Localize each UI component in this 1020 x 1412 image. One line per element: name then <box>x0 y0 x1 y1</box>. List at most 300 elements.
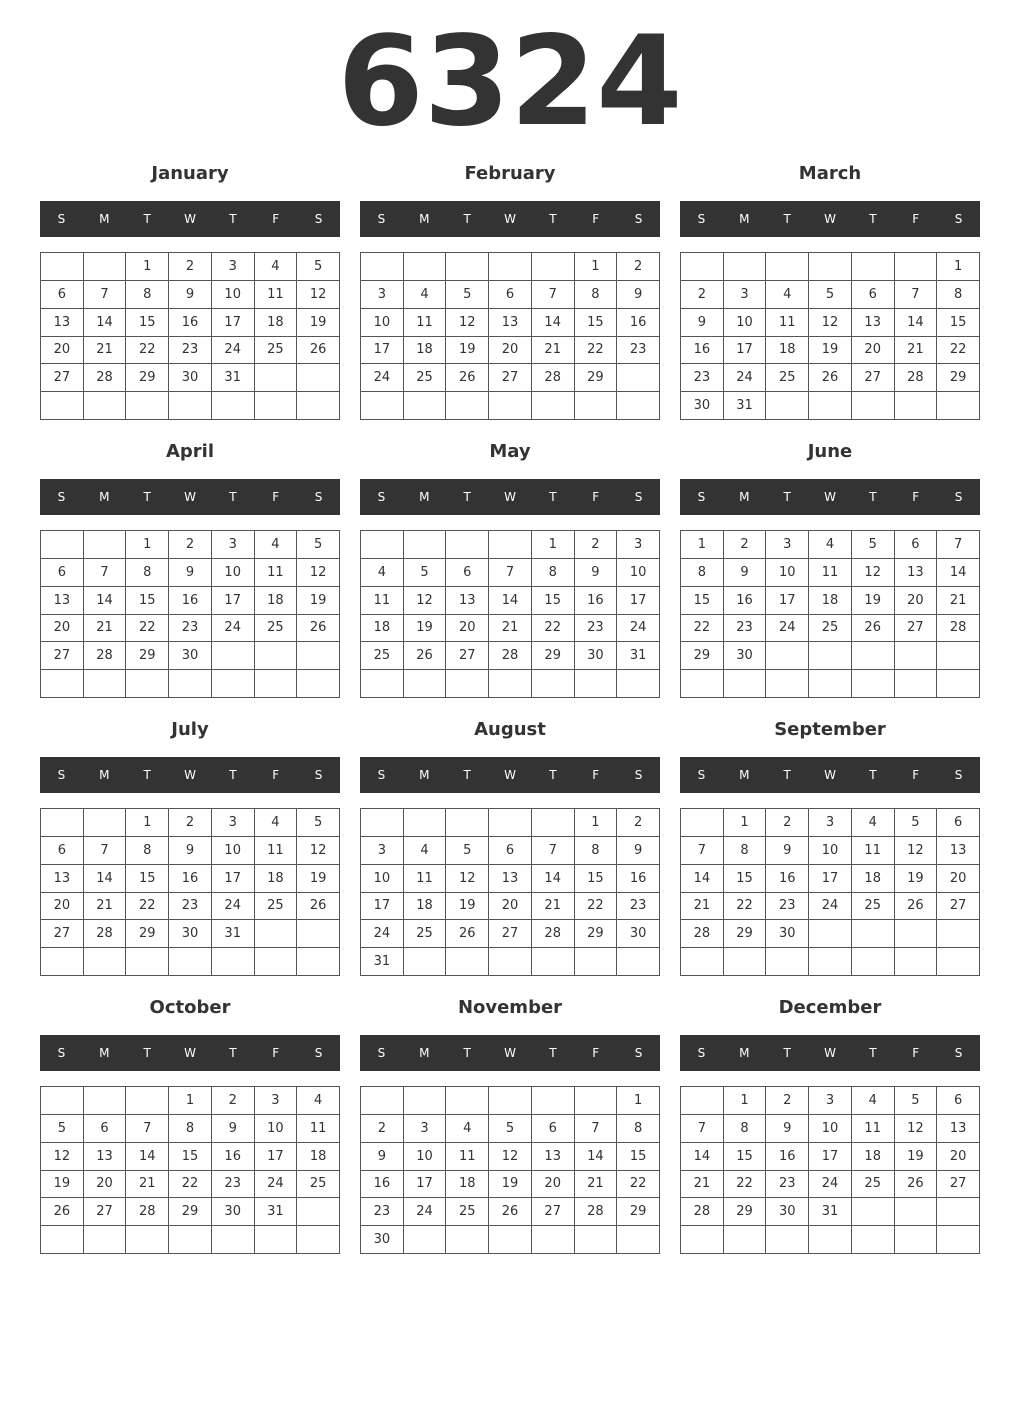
weekday-label: T <box>783 212 791 226</box>
empty-cell <box>681 670 724 698</box>
day-cell: 21 <box>126 1171 169 1199</box>
day-cell: 21 <box>84 893 127 921</box>
empty-cell <box>532 392 575 420</box>
empty-cell <box>84 1226 127 1254</box>
day-cell: 17 <box>809 865 852 893</box>
day-cell: 26 <box>446 920 489 948</box>
day-cell: 12 <box>297 559 340 587</box>
weekday-label: S <box>954 212 963 226</box>
day-cell: 22 <box>169 1171 212 1199</box>
empty-cell <box>937 670 980 698</box>
empty-cell <box>255 670 298 698</box>
day-cell: 2 <box>724 531 767 559</box>
day-cell: 18 <box>809 587 852 615</box>
weekday-label: T <box>229 768 237 782</box>
day-cell: 15 <box>169 1143 212 1171</box>
day-cell: 20 <box>937 1143 980 1171</box>
weekday-label: W <box>184 212 196 226</box>
empty-cell <box>937 392 980 420</box>
day-cell: 8 <box>532 559 575 587</box>
empty-cell <box>361 392 404 420</box>
day-cell: 22 <box>681 615 724 643</box>
empty-cell <box>404 1226 447 1254</box>
day-cell: 4 <box>255 809 298 837</box>
month-name: January <box>151 163 229 184</box>
empty-cell <box>681 1226 724 1254</box>
empty-cell <box>489 253 532 281</box>
weekday-header <box>40 479 340 515</box>
day-grid <box>680 808 980 976</box>
day-cell: 6 <box>41 281 84 309</box>
empty-cell <box>84 253 127 281</box>
day-cell: 20 <box>41 615 84 643</box>
empty-cell <box>255 392 298 420</box>
day-cell: 2 <box>169 531 212 559</box>
day-cell: 22 <box>724 893 767 921</box>
day-cell: 20 <box>489 337 532 365</box>
day-cell: 25 <box>255 615 298 643</box>
day-cell: 21 <box>489 615 532 643</box>
day-cell: 17 <box>404 1171 447 1199</box>
day-cell: 12 <box>895 1115 938 1143</box>
weekday-label: S <box>954 490 963 504</box>
day-cell: 4 <box>766 281 809 309</box>
day-cell: 15 <box>681 587 724 615</box>
empty-cell <box>169 948 212 976</box>
day-cell: 3 <box>809 1087 852 1115</box>
day-cell: 30 <box>617 920 660 948</box>
day-cell: 5 <box>446 281 489 309</box>
day-cell: 4 <box>404 837 447 865</box>
day-cell: 6 <box>489 281 532 309</box>
day-cell: 19 <box>446 337 489 365</box>
weekday-label: T <box>143 212 151 226</box>
day-cell: 26 <box>41 1198 84 1226</box>
day-cell: 27 <box>41 364 84 392</box>
day-cell: 19 <box>895 1143 938 1171</box>
day-cell: 6 <box>446 559 489 587</box>
empty-cell <box>446 1226 489 1254</box>
empty-cell <box>852 253 895 281</box>
weekday-label: T <box>783 490 791 504</box>
day-cell: 28 <box>937 615 980 643</box>
day-cell: 30 <box>724 642 767 670</box>
weekday-label: S <box>377 1046 386 1060</box>
empty-cell <box>212 392 255 420</box>
day-cell: 3 <box>212 531 255 559</box>
day-cell: 3 <box>255 1087 298 1115</box>
day-cell: 18 <box>255 865 298 893</box>
empty-cell <box>41 809 84 837</box>
empty-cell <box>255 1226 298 1254</box>
day-cell: 13 <box>852 309 895 337</box>
day-cell: 13 <box>446 587 489 615</box>
month-name: July <box>171 719 209 740</box>
empty-cell <box>41 948 84 976</box>
day-cell: 15 <box>724 1143 767 1171</box>
day-cell: 1 <box>532 531 575 559</box>
day-cell: 29 <box>126 364 169 392</box>
empty-cell <box>41 392 84 420</box>
day-cell: 22 <box>532 615 575 643</box>
day-cell: 5 <box>489 1115 532 1143</box>
day-cell: 21 <box>532 337 575 365</box>
day-cell: 2 <box>169 809 212 837</box>
day-cell: 24 <box>212 337 255 365</box>
weekday-label: T <box>229 212 237 226</box>
day-grid <box>360 808 660 976</box>
weekday-label: T <box>869 1046 877 1060</box>
day-cell: 20 <box>41 893 84 921</box>
day-cell: 30 <box>361 1226 404 1254</box>
day-cell: 4 <box>255 531 298 559</box>
day-cell: 25 <box>297 1171 340 1199</box>
day-grid <box>40 252 340 420</box>
day-cell: 25 <box>809 615 852 643</box>
empty-cell <box>84 948 127 976</box>
empty-cell <box>212 1226 255 1254</box>
empty-cell <box>361 809 404 837</box>
day-cell: 12 <box>404 587 447 615</box>
empty-cell <box>84 531 127 559</box>
day-cell: 6 <box>937 809 980 837</box>
empty-cell <box>404 948 447 976</box>
weekday-label: T <box>229 490 237 504</box>
weekday-label: W <box>504 490 516 504</box>
empty-cell <box>361 1087 404 1115</box>
empty-cell <box>809 1226 852 1254</box>
day-cell: 28 <box>532 920 575 948</box>
day-cell: 22 <box>126 615 169 643</box>
weekday-label: S <box>377 212 386 226</box>
day-cell: 15 <box>126 309 169 337</box>
day-cell: 26 <box>297 337 340 365</box>
empty-cell <box>766 253 809 281</box>
day-cell: 19 <box>297 587 340 615</box>
weekday-label: S <box>57 490 66 504</box>
day-cell: 19 <box>895 865 938 893</box>
day-cell: 3 <box>617 531 660 559</box>
day-cell: 9 <box>724 559 767 587</box>
day-cell: 8 <box>724 837 767 865</box>
day-cell: 23 <box>766 893 809 921</box>
day-cell: 7 <box>84 281 127 309</box>
day-cell: 16 <box>361 1171 404 1199</box>
day-cell: 29 <box>937 364 980 392</box>
month-name: June <box>807 441 853 462</box>
weekday-label: T <box>869 490 877 504</box>
day-cell: 30 <box>169 920 212 948</box>
weekday-label: W <box>824 212 836 226</box>
day-cell: 26 <box>809 364 852 392</box>
day-cell: 10 <box>766 559 809 587</box>
day-cell: 8 <box>575 281 618 309</box>
day-cell: 5 <box>297 253 340 281</box>
empty-cell <box>361 670 404 698</box>
weekday-label: T <box>229 1046 237 1060</box>
empty-cell <box>446 1087 489 1115</box>
empty-cell <box>617 392 660 420</box>
weekday-label: M <box>739 768 750 782</box>
day-cell: 16 <box>212 1143 255 1171</box>
empty-cell <box>84 1087 127 1115</box>
empty-cell <box>212 642 255 670</box>
day-cell: 26 <box>297 893 340 921</box>
day-cell: 12 <box>297 837 340 865</box>
empty-cell <box>681 1087 724 1115</box>
empty-cell <box>169 1226 212 1254</box>
day-cell: 2 <box>361 1115 404 1143</box>
empty-cell <box>255 364 298 392</box>
day-cell: 6 <box>937 1087 980 1115</box>
day-cell: 1 <box>681 531 724 559</box>
day-cell: 23 <box>617 337 660 365</box>
weekday-label: F <box>592 768 600 782</box>
day-cell: 27 <box>852 364 895 392</box>
day-cell: 27 <box>84 1198 127 1226</box>
day-cell: 15 <box>937 309 980 337</box>
empty-cell <box>532 1087 575 1115</box>
month-name: May <box>489 441 531 462</box>
day-cell: 11 <box>255 281 298 309</box>
weekday-label: T <box>549 768 557 782</box>
empty-cell <box>404 253 447 281</box>
day-cell: 24 <box>617 615 660 643</box>
day-cell: 27 <box>532 1198 575 1226</box>
day-cell: 25 <box>255 337 298 365</box>
empty-cell <box>446 392 489 420</box>
day-cell: 28 <box>681 1198 724 1226</box>
day-cell: 24 <box>361 364 404 392</box>
day-cell: 7 <box>937 531 980 559</box>
empty-cell <box>297 392 340 420</box>
day-cell: 13 <box>895 559 938 587</box>
day-cell: 24 <box>404 1198 447 1226</box>
day-cell: 3 <box>212 809 255 837</box>
day-cell: 9 <box>169 559 212 587</box>
weekday-label: M <box>739 212 750 226</box>
day-cell: 27 <box>446 642 489 670</box>
day-cell: 21 <box>937 587 980 615</box>
day-cell: 9 <box>169 281 212 309</box>
day-cell: 31 <box>212 920 255 948</box>
day-cell: 31 <box>724 392 767 420</box>
weekday-label: T <box>783 768 791 782</box>
weekday-label: M <box>419 490 430 504</box>
day-cell: 6 <box>852 281 895 309</box>
empty-cell <box>446 948 489 976</box>
day-cell: 11 <box>809 559 852 587</box>
day-cell: 8 <box>617 1115 660 1143</box>
weekday-label: F <box>592 212 600 226</box>
day-cell: 23 <box>575 615 618 643</box>
day-cell: 3 <box>809 809 852 837</box>
day-cell: 21 <box>575 1171 618 1199</box>
day-cell: 13 <box>937 837 980 865</box>
empty-cell <box>489 392 532 420</box>
empty-cell <box>532 670 575 698</box>
day-cell: 15 <box>724 865 767 893</box>
day-cell: 8 <box>681 559 724 587</box>
empty-cell <box>446 253 489 281</box>
weekday-label: T <box>463 768 471 782</box>
day-cell: 6 <box>41 837 84 865</box>
empty-cell <box>575 948 618 976</box>
day-cell: 1 <box>937 253 980 281</box>
weekday-header <box>360 479 660 515</box>
weekday-label: S <box>314 768 323 782</box>
day-cell: 3 <box>361 837 404 865</box>
weekday-label: T <box>143 490 151 504</box>
day-cell: 12 <box>489 1143 532 1171</box>
day-cell: 26 <box>297 615 340 643</box>
day-cell: 23 <box>681 364 724 392</box>
empty-cell <box>532 1226 575 1254</box>
day-cell: 10 <box>361 309 404 337</box>
empty-cell <box>297 670 340 698</box>
day-cell: 2 <box>575 531 618 559</box>
day-cell: 19 <box>809 337 852 365</box>
day-cell: 10 <box>404 1143 447 1171</box>
weekday-label: F <box>592 1046 600 1060</box>
weekday-header <box>680 757 980 793</box>
day-cell: 2 <box>212 1087 255 1115</box>
day-cell: 5 <box>41 1115 84 1143</box>
day-grid <box>680 252 980 420</box>
day-cell: 4 <box>361 559 404 587</box>
day-cell: 6 <box>84 1115 127 1143</box>
day-cell: 2 <box>681 281 724 309</box>
day-cell: 27 <box>895 615 938 643</box>
day-cell: 27 <box>489 920 532 948</box>
day-cell: 21 <box>84 615 127 643</box>
empty-cell <box>895 392 938 420</box>
day-cell: 15 <box>617 1143 660 1171</box>
day-cell: 30 <box>169 364 212 392</box>
day-cell: 4 <box>404 281 447 309</box>
day-cell: 7 <box>532 281 575 309</box>
weekday-label: T <box>783 1046 791 1060</box>
day-cell: 31 <box>617 642 660 670</box>
day-cell: 30 <box>681 392 724 420</box>
empty-cell <box>852 1226 895 1254</box>
day-cell: 13 <box>489 309 532 337</box>
day-cell: 24 <box>724 364 767 392</box>
day-grid <box>360 252 660 420</box>
weekday-label: S <box>634 768 643 782</box>
empty-cell <box>41 531 84 559</box>
day-cell: 10 <box>809 1115 852 1143</box>
day-cell: 17 <box>212 309 255 337</box>
empty-cell <box>489 1087 532 1115</box>
empty-cell <box>724 1226 767 1254</box>
day-cell: 10 <box>724 309 767 337</box>
day-cell: 5 <box>852 531 895 559</box>
day-cell: 24 <box>212 615 255 643</box>
day-cell: 7 <box>489 559 532 587</box>
empty-cell <box>575 670 618 698</box>
day-cell: 31 <box>361 948 404 976</box>
empty-cell <box>724 948 767 976</box>
weekday-label: F <box>912 212 920 226</box>
day-cell: 19 <box>446 893 489 921</box>
empty-cell <box>937 920 980 948</box>
day-cell: 16 <box>681 337 724 365</box>
day-cell: 14 <box>126 1143 169 1171</box>
day-cell: 11 <box>297 1115 340 1143</box>
weekday-header <box>680 201 980 237</box>
day-cell: 4 <box>852 1087 895 1115</box>
empty-cell <box>489 531 532 559</box>
day-cell: 29 <box>575 920 618 948</box>
day-cell: 19 <box>852 587 895 615</box>
weekday-label: W <box>824 490 836 504</box>
day-cell: 5 <box>809 281 852 309</box>
day-cell: 12 <box>809 309 852 337</box>
day-cell: 30 <box>169 642 212 670</box>
empty-cell <box>681 253 724 281</box>
weekday-label: F <box>272 1046 280 1060</box>
day-cell: 25 <box>852 1171 895 1199</box>
day-cell: 15 <box>126 865 169 893</box>
day-cell: 1 <box>617 1087 660 1115</box>
month-name: October <box>149 997 231 1018</box>
day-cell: 29 <box>532 642 575 670</box>
weekday-label: S <box>57 1046 66 1060</box>
day-cell: 11 <box>446 1143 489 1171</box>
empty-cell <box>766 392 809 420</box>
day-cell: 11 <box>766 309 809 337</box>
day-cell: 13 <box>41 865 84 893</box>
day-cell: 28 <box>489 642 532 670</box>
day-cell: 20 <box>41 337 84 365</box>
day-cell: 10 <box>212 837 255 865</box>
day-cell: 16 <box>169 309 212 337</box>
day-cell: 12 <box>852 559 895 587</box>
day-cell: 7 <box>895 281 938 309</box>
day-cell: 4 <box>809 531 852 559</box>
day-cell: 18 <box>361 615 404 643</box>
day-cell: 8 <box>575 837 618 865</box>
weekday-label: W <box>504 212 516 226</box>
empty-cell <box>852 948 895 976</box>
weekday-label: T <box>463 490 471 504</box>
day-cell: 14 <box>937 559 980 587</box>
day-cell: 14 <box>681 865 724 893</box>
weekday-label: M <box>99 212 110 226</box>
day-cell: 11 <box>255 559 298 587</box>
empty-cell <box>446 531 489 559</box>
day-cell: 22 <box>575 893 618 921</box>
day-cell: 18 <box>852 1143 895 1171</box>
weekday-label: S <box>314 212 323 226</box>
empty-cell <box>852 670 895 698</box>
weekday-label: F <box>912 1046 920 1060</box>
day-cell: 24 <box>809 1171 852 1199</box>
day-cell: 25 <box>404 920 447 948</box>
empty-cell <box>809 920 852 948</box>
empty-cell <box>126 1087 169 1115</box>
day-cell: 16 <box>724 587 767 615</box>
empty-cell <box>297 920 340 948</box>
month-name: August <box>474 719 546 740</box>
day-cell: 5 <box>446 837 489 865</box>
empty-cell <box>575 1226 618 1254</box>
empty-cell <box>255 642 298 670</box>
empty-cell <box>852 1198 895 1226</box>
day-cell: 17 <box>255 1143 298 1171</box>
empty-cell <box>809 253 852 281</box>
